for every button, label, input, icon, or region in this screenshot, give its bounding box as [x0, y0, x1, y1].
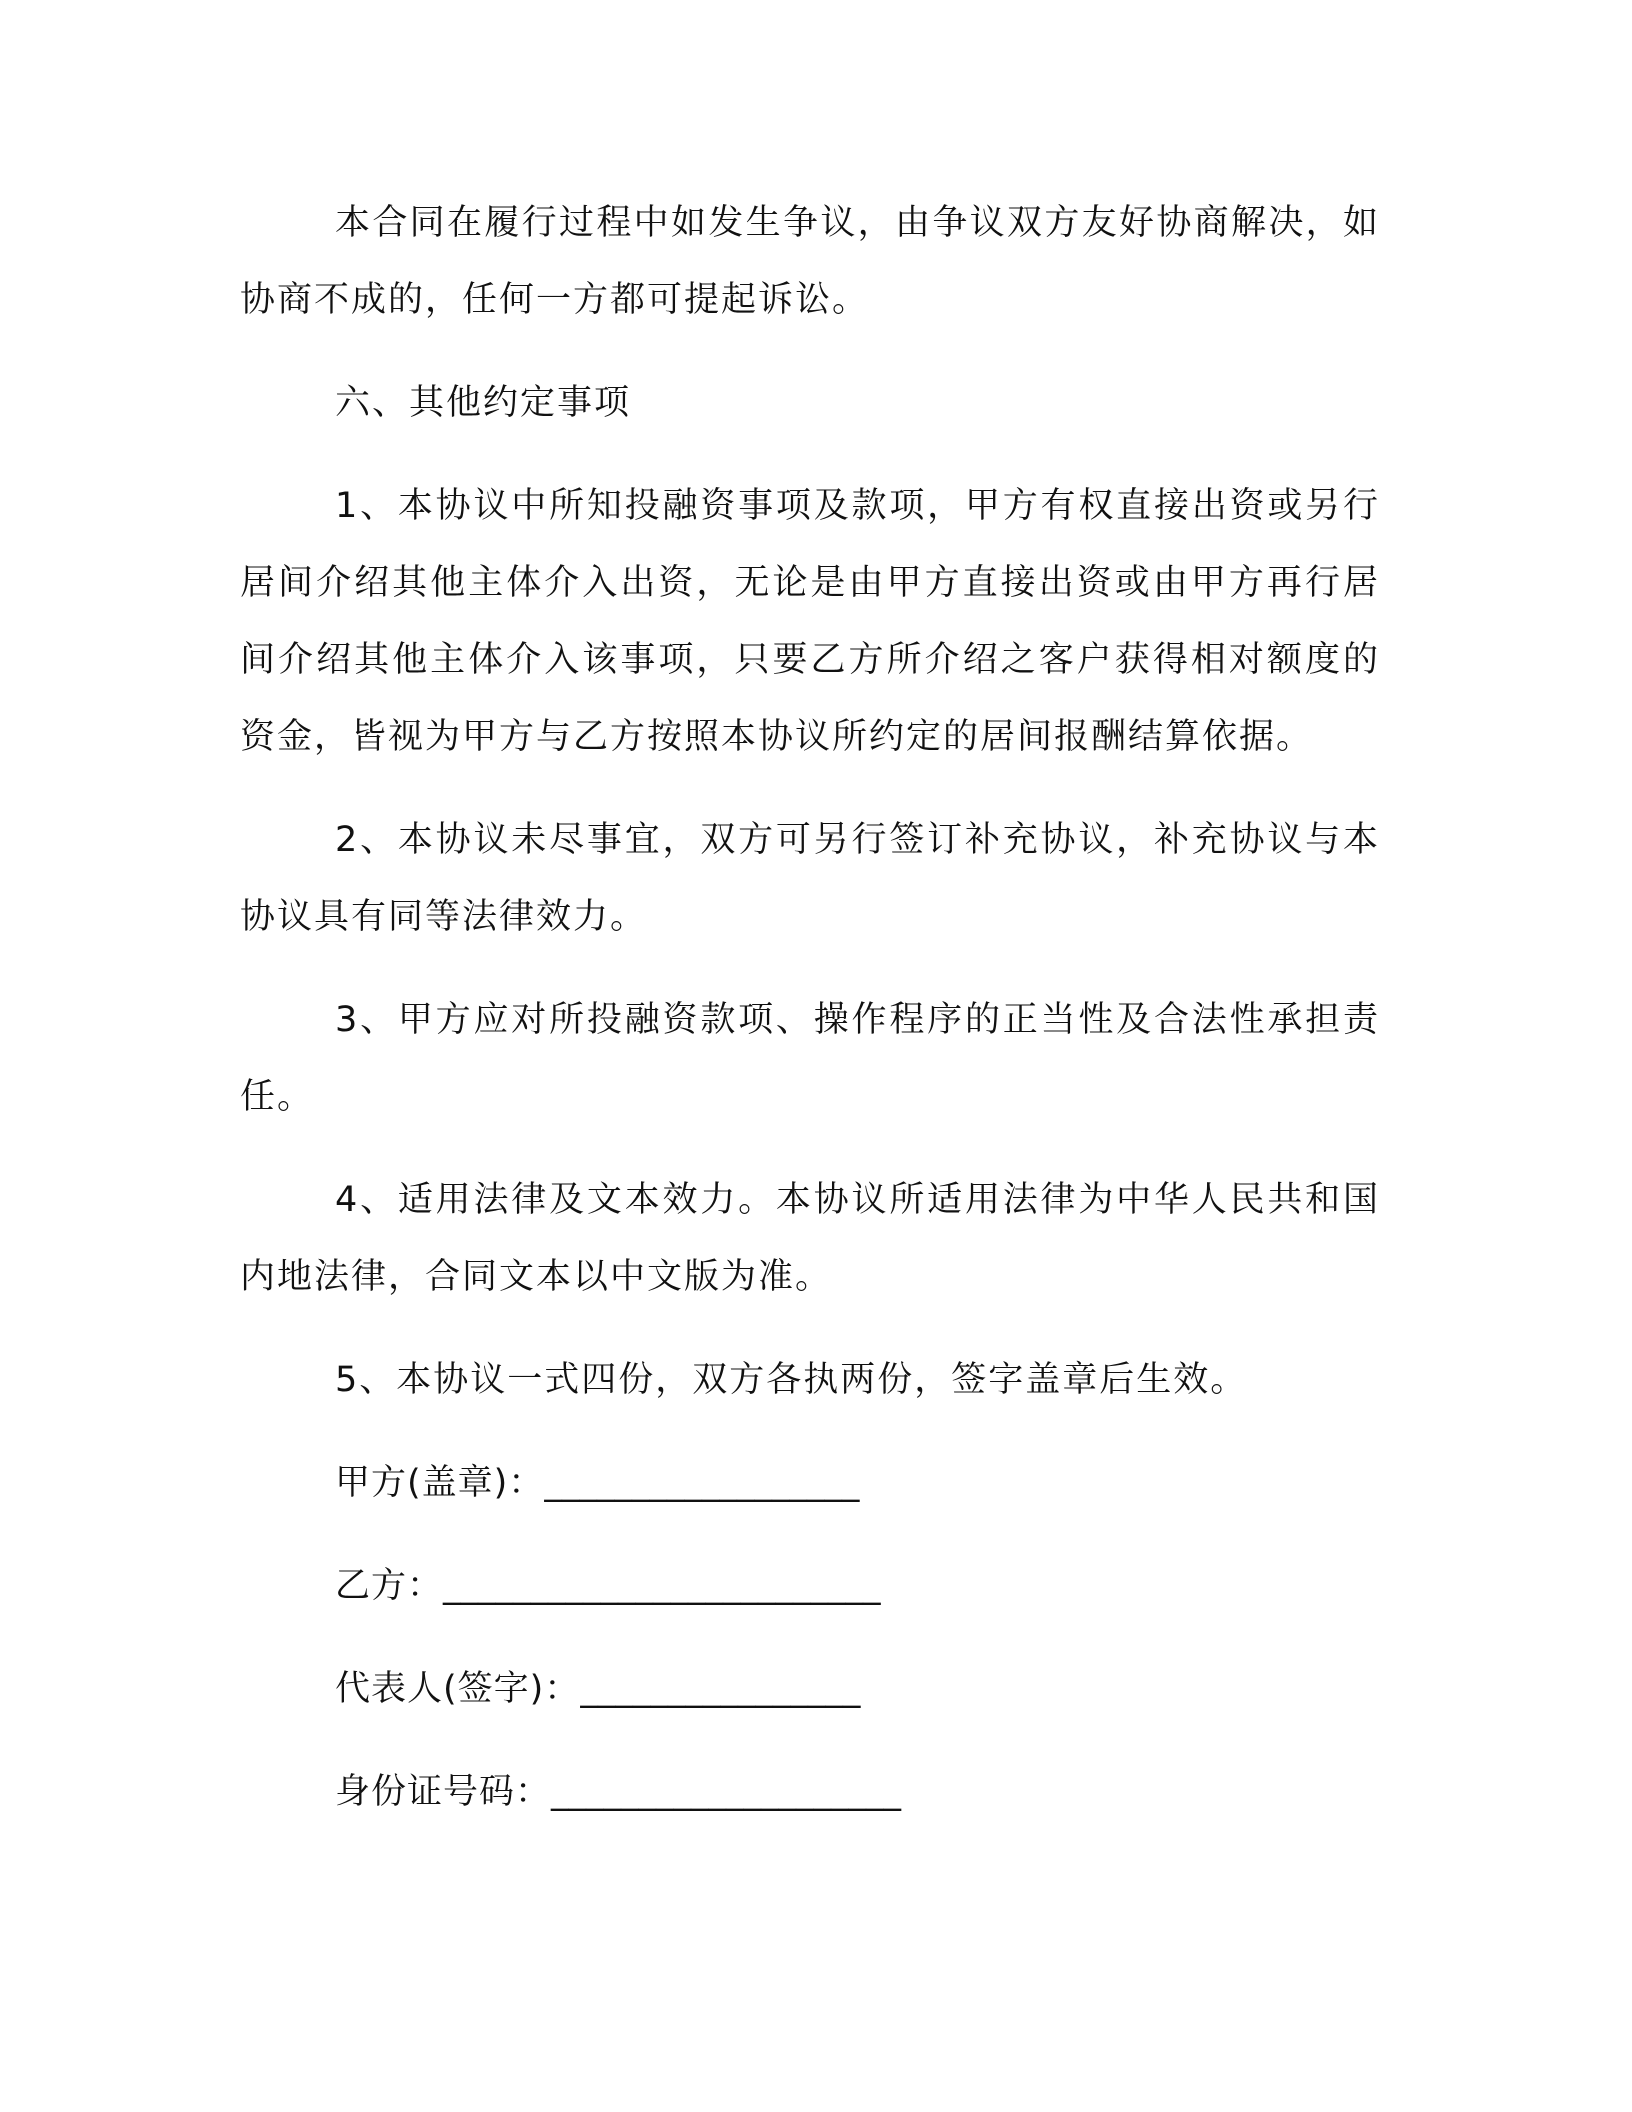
party-a-label: 甲方(盖章)： [335, 1463, 545, 1503]
party-a-blank: __________________ [544, 1463, 860, 1503]
clause-2: 2、本协议未尽事宜，双方可另行签订补充协议，补充协议与本协议具有同等法律效力。 [240, 820, 1380, 937]
party-b-blank: _________________________ [443, 1566, 881, 1606]
id-number-line [240, 1754, 1380, 1831]
party-b-signature-line [240, 1548, 1380, 1625]
section-heading-other-matters: 六、其他约定事项 [335, 383, 632, 423]
id-number-label: 身份证号码： [335, 1772, 552, 1812]
clause-1: 1、本协议中所知投融资事项及款项，甲方有权直接出资或另行居间介绍其他主体介入出资，无论是由甲方直接出资或由甲方再行居间介绍其他主体介入该事项，只要乙方所介绍之客户获得相对额度的资金，皆视为甲方与乙方按照本协议所约定的居间报酬结算依据。 [240, 486, 1380, 757]
party-b-label: 乙方： [335, 1566, 444, 1606]
dispute-paragraph: 本合同在履行过程中如发生争议，由争议双方友好协商解决，如协商不成的，任何一方都可提起诉讼。 [240, 203, 1380, 320]
clause-4: 4、适用法律及文本效力。本协议所适用法律为中华人民共和国内地法律，合同文本以中文版为准。 [240, 1180, 1380, 1297]
party-a-signature-line [240, 1445, 1380, 1522]
representative-label: 代表人(签字)： [335, 1669, 581, 1709]
clause-5: 5、本协议一式四份，双方各执两份，签字盖章后生效。 [335, 1360, 1248, 1400]
id-number-blank: ____________________ [551, 1772, 902, 1812]
document-body [240, 185, 1380, 1857]
representative-blank: ________________ [580, 1669, 861, 1709]
clause-3: 3、甲方应对所投融资款项、操作程序的正当性及合法性承担责任。 [240, 1000, 1380, 1117]
representative-signature-line [240, 1651, 1380, 1728]
